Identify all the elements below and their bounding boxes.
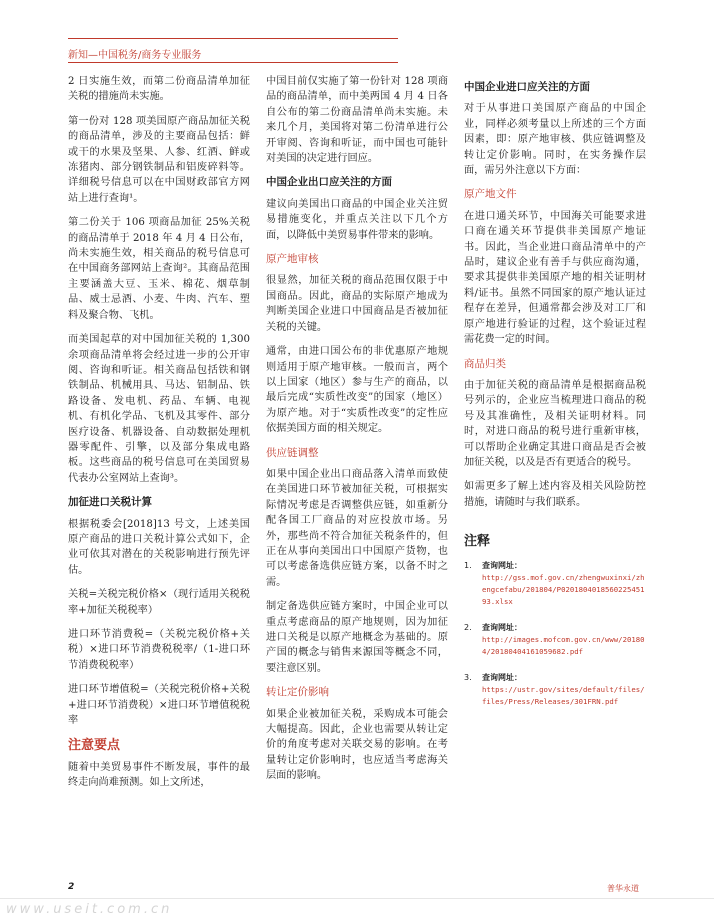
paragraph: 中国目前仅实施了第一份针对 128 项商品的商品清单，而中美两国 4 月 4 日各自公布的第二份商品清单尚未实施。未来几个月，美国将对第二份清单进行公开审阅、咨询和听证，而中国也可能针对美国的决定进行回应。 [266, 76, 448, 165]
footnote-link[interactable]: http://images.mofcom.gov.cn/www/201804/20180404161059682.pdf [482, 634, 645, 656]
section-heading-export: 中国企业出口应关注的方面 [266, 176, 392, 189]
footnote [464, 622, 646, 658]
footnote-number: 3. [464, 672, 472, 682]
paragraph: 制定备选供应链方案时，中国企业可以重点考虑商品的原产地规则，因为加征进口关税是以原产地概念为基础的。原产国的概念与销售来源国等概念不同，要注意区别。 [266, 601, 448, 674]
section-heading-notes: 注意要点 [68, 738, 121, 754]
subheading-origin: 原产地审核 [266, 253, 319, 266]
column-1 [68, 74, 250, 800]
formula-vat: 进口环节增值税=（关税完税价格+关税+进口环节消费税）×进口环节增值税税率 [68, 684, 250, 727]
footnote-link[interactable]: https://ustr.gov/sites/default/files/files/Press/Releases/301FRN.pdf [482, 684, 645, 706]
subheading-transfer-pricing: 转让定价影响 [266, 686, 329, 699]
footnote-number: 2. [464, 622, 472, 632]
footnote-label: 查询网址： [482, 672, 522, 682]
paragraph: 很显然，加征关税的商品范围仅限于中国商品。因此，商品的实际原产地成为判断美国企业进口中国商品是否被加征关税的关键。 [266, 275, 448, 333]
paragraph: 建议向美国出口商品的中国企业关注贸易措施变化，并重点关注以下几个方面，以降低中美贸易事件带来的影响。 [266, 198, 448, 241]
paragraph: 如果中国企业出口商品落入清单而致使在美国进口环节被加征关税，可根据实际情况考虑是否调整供应链，如重新分配各国工厂商品的对应投放市场。另外，那些尚不符合加征关税条件的，但正在从事向美国出口中国原产货物，也可以考虑备选供应链方案，以备不时之需。 [266, 468, 448, 588]
subheading-supply-chain: 供应链调整 [266, 446, 319, 459]
footnotes-heading: 注释 [464, 534, 491, 550]
watermark: www.useit.com.cn [6, 902, 173, 917]
paragraph: 对于从事进口美国原产商品的中国企业，同样必须考量以上所述的三个方面因素，即：原产地审核、供应链调整及转让定价影响。同时，在实务操作层面，需另外注意以下方面： [464, 103, 646, 177]
paragraph: 随着中美贸易事件不断发展，事件的最终走向尚难预测。如上文所述， [68, 761, 250, 789]
footnote-number: 1. [464, 560, 472, 570]
paragraph: 在进口通关环节，中国海关可能要求进口商在通关环节提供非美国原产地证书。因此，当企业进口商品清单中的产品时，建议企业有善手与供应商沟通，要求其提供非美国原产地的相关证明材料/证书。虽然不同国家的原产地认证过程存在差异，但通常都会涉及对工厂和原产地进行验证的过程，这个验证过程需花费一定的时间。 [464, 210, 646, 346]
footnote [464, 560, 646, 608]
footnote [464, 672, 646, 708]
paragraph: 如需更多了解上述内容及相关风险防控措施，请随时与我们联系。 [464, 481, 646, 508]
column-3 [464, 74, 646, 722]
section-heading-import: 中国企业进口应关注的方面 [464, 81, 590, 93]
subheading-origin-docs: 原产地文件 [464, 188, 517, 201]
paragraph: 第一份对 128 项美国原产商品加征关税的商品清单，涉及的主要商品包括：鲜或干的水果及坚果、人参、红酒、鲜或冻猪肉、部分钢铁制品和铝废碎料等。详细税号信息可以在中国财政部官方网站上进行查询¹。 [68, 115, 250, 204]
formula-customs-duty: 关税=关税完税价格×（现行适用关税税率+加征关税税率） [68, 589, 250, 616]
footer-rule [0, 898, 714, 899]
brand-name: 普华永道 [607, 884, 639, 893]
formula-consumption-tax: 进口环节消费税=（关税完税价格+关税）×进口环节消费税税率/（1-进口环节消费税税率） [68, 629, 250, 671]
footnote-label: 查询网址： [482, 622, 522, 632]
header-rule-top [68, 38, 398, 39]
footnote-label: 查询网址： [482, 560, 522, 570]
paragraph: 2 日实施生效，而第二份商品清单加征关税的措施尚未实施。 [68, 76, 250, 103]
paragraph: 通常，由进口国公布的非优惠原产地规则适用于原产地审核。一般而言，两个以上国家（地区）参与生产的商品，以最后完成“实质性改变”的国家（地区）为原产地。对于“实质性改变”的定性应依据美国方面的相关规定。 [266, 346, 448, 435]
header-rule-bottom [68, 62, 398, 63]
footnote-link[interactable]: http://gss.mof.gov.cn/zhengwuxinxi/zhengcefabu/201804/P020180401856022545193.xlsx [482, 572, 645, 606]
section-heading-calc: 加征进口关税计算 [68, 496, 152, 509]
paragraph: 由于加征关税的商品清单是根据商品税号列示的，企业应当梳理进口商品的税号及其准确性，及相关证明材料。同时，对进口商品的税号进行重新审核，可以帮助企业确定其进口商品是否会被加征关税，以及是否有更适合的税号。 [464, 379, 646, 468]
paragraph: 第二份关于 106 项商品加征 25%关税的商品清单于 2018 年 4 月 4 日公布，尚未实施生效，相关商品的税号信息可在中国商务部网站上查询²。其商品范围主要涵盖大豆、玉米、棉花、烟草制品、威士忌酒、小麦、牛肉、汽车、塑料及聚合物、飞机。 [68, 217, 250, 321]
page-header: 新知—中国税务/商务专业服务 [68, 50, 202, 61]
page-number: 2 [68, 882, 75, 892]
paragraph: 根据税委会[2018]13 号文，上述美国原产商品的进口关税计算公式如下，企业可依其对潜在的关税影响进行预先评估。 [68, 518, 250, 576]
paragraph: 如果企业被加征关税，采购成本可能会大幅提高。因此，企业也需要从转让定价的角度考虑对关联交易的影响。在考量转让定价影响时，也应适当考虑海关层面的影响。 [266, 708, 448, 782]
subheading-classification: 商品归类 [464, 357, 506, 370]
column-2 [266, 74, 448, 793]
paragraph: 而美国起草的对中国加征关税的 1,300 余项商品清单将会经过进一步的公开审阅、咨询和听证。相关商品包括铁和钢铁制品、机械用具、马达、铝制品、铁路设备、发电机、药品、车辆、电视机、有机化学品、飞机及其零件、部分医疗设备、机器设备、自动数据处理机器零配件、引擎，以及部分集成电路板。这些商品的税号信息可在美国贸易代表办公室网站上查询³。 [68, 334, 250, 484]
